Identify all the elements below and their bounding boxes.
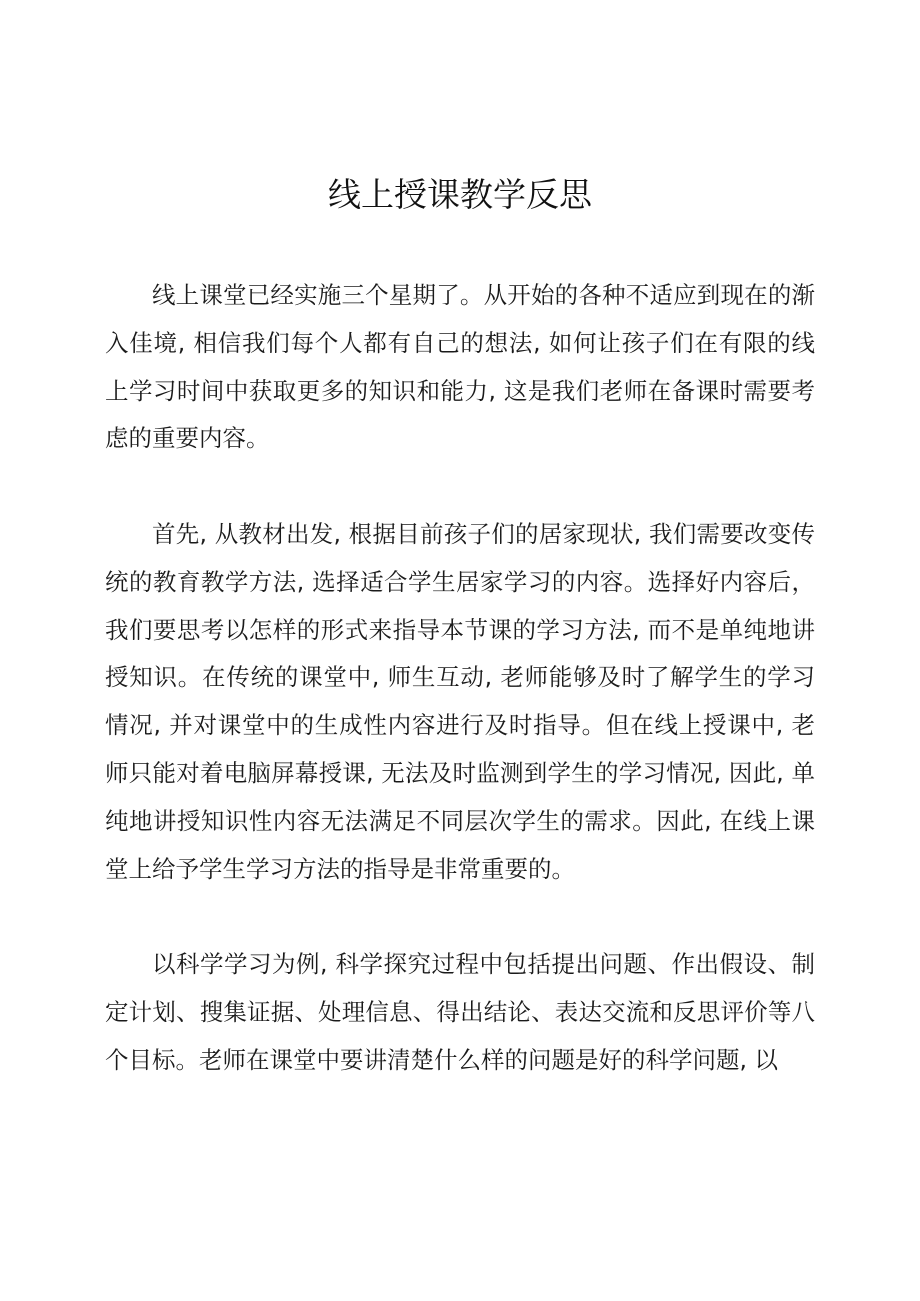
document-title: 线上授课教学反思 xyxy=(328,175,592,214)
paragraph-2: 首先, 从教材出发, 根据目前孩子们的居家现状, 我们需要改变传统的教育教学方法, 选择适合学生居家学习的内容。选择好内容后，我们要思考以怎样的形式来指导本节课的学习方法, 而不是单纯地讲授知识。在传统的课堂中, 师生互动, 老师能够及时了解学生的学习情况, 并对课堂中的生成性内容进行及时指导。但在线上授课中, 老师只能对着电脑屏幕授课, 无法及时监测到学生的学习情况, 因此, 单纯地讲授知识性内容无法满足不同层次学生的需求。因此, 在线上课堂上给予学生学习方法的指导是非常重要的。 xyxy=(105,520,815,883)
paragraph-1: 线上课堂已经实施三个星期了。从开始的各种不适应到现在的渐入佳境, 相信我们每个人都有自己的想法, 如何让孩子们在有限的线上学习时间中获取更多的知识和能力, 这是我们老师在备课时需要考虑的重要内容。 xyxy=(105,281,815,453)
paragraph-3: 以科学学习为例, 科学探究过程中包括提出问题、作出假设、制定计划、搜集证据、处理信息、得出结论、表达交流和反思评价等八个目标。老师在课堂中要讲清楚什么样的问题是好的科学问题, 以 xyxy=(105,950,815,1074)
